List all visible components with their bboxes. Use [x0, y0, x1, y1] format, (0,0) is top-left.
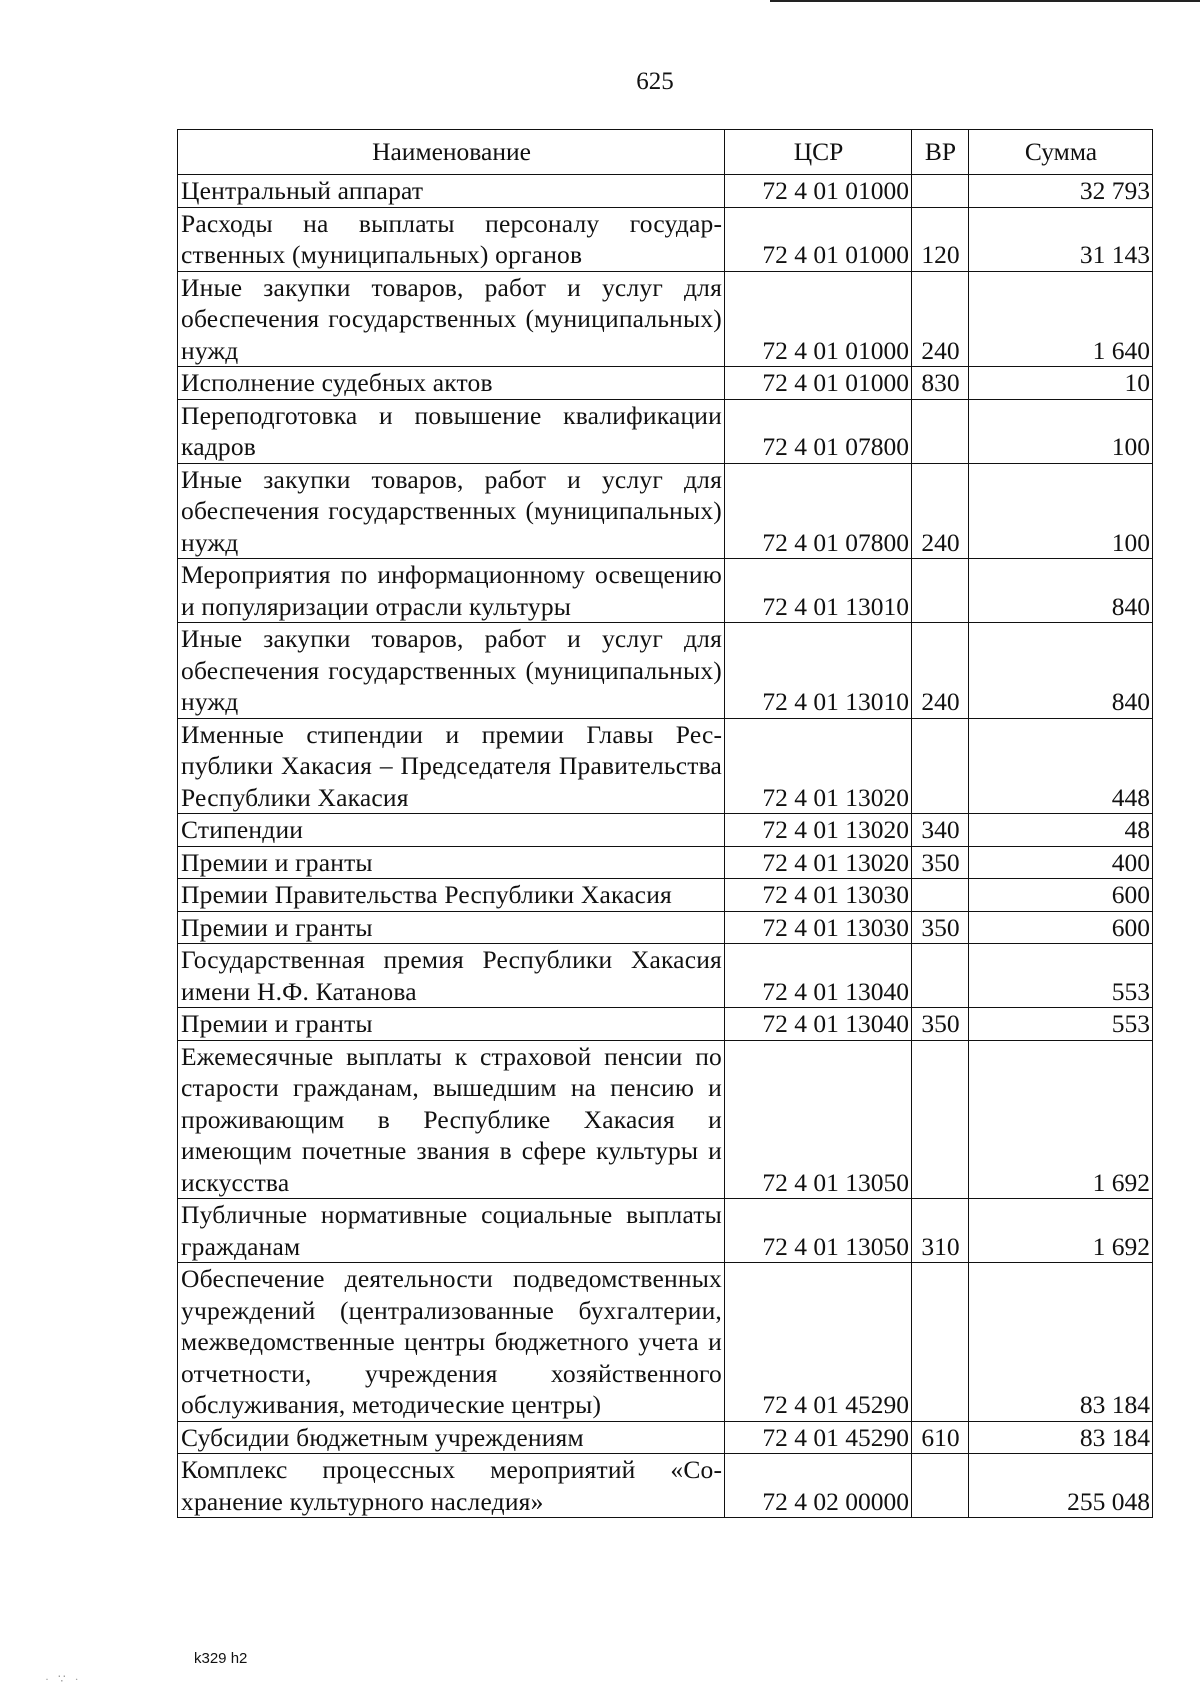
- row-csr: 72 4 01 01000: [725, 207, 912, 271]
- table-row: [178, 846, 1153, 879]
- table-row: [178, 1421, 1153, 1454]
- header-sum: Сумма: [969, 130, 1153, 175]
- row-sum: 100: [969, 463, 1153, 559]
- row-name: Государственная премия Республики Хакасия имени Н.Ф. Катанова: [178, 944, 725, 1008]
- row-name: Исполнение судебных актов: [178, 367, 725, 400]
- row-sum: 600: [969, 879, 1153, 912]
- row-sum: 840: [969, 559, 1153, 623]
- row-sum: 32 793: [969, 175, 1153, 208]
- row-vr: 240: [912, 463, 969, 559]
- row-name: Премии и гранты: [178, 846, 725, 879]
- row-csr: 72 4 01 45290: [725, 1263, 912, 1422]
- row-name: Премии Правительства Республики Хакасия: [178, 879, 725, 912]
- row-sum: 600: [969, 911, 1153, 944]
- page-number: 625: [636, 68, 674, 95]
- header-row: [178, 130, 1153, 175]
- table-row: [178, 911, 1153, 944]
- table-row: [178, 718, 1153, 814]
- row-vr: [912, 1040, 969, 1199]
- row-sum: 1 640: [969, 271, 1153, 367]
- row-vr: 240: [912, 623, 969, 719]
- table-row: [178, 1008, 1153, 1041]
- row-name: Премии и гранты: [178, 1008, 725, 1041]
- row-csr: 72 4 01 13020: [725, 846, 912, 879]
- row-sum: 83 184: [969, 1421, 1153, 1454]
- row-name: Иные закупки товаров, работ и услуг для обеспечения государственных (муниципальных) нужд: [178, 463, 725, 559]
- table-row: [178, 175, 1153, 208]
- row-vr: 350: [912, 911, 969, 944]
- table-row: [178, 944, 1153, 1008]
- row-sum: 840: [969, 623, 1153, 719]
- row-csr: 72 4 01 45290: [725, 1421, 912, 1454]
- row-vr: [912, 175, 969, 208]
- row-vr: 120: [912, 207, 969, 271]
- row-vr: 310: [912, 1199, 969, 1263]
- row-vr: [912, 879, 969, 912]
- row-name: Мероприятия по информационному освещению и популяризации отрасли культуры: [178, 559, 725, 623]
- row-csr: 72 4 01 13050: [725, 1199, 912, 1263]
- row-name: Публичные нормативные социальные выплаты гражданам: [178, 1199, 725, 1263]
- table-row: [178, 1199, 1153, 1263]
- row-name: Премии и гранты: [178, 911, 725, 944]
- row-sum: 553: [969, 944, 1153, 1008]
- scan-top-edge: [770, 0, 1200, 2]
- row-csr: 72 4 01 13040: [725, 1008, 912, 1041]
- row-sum: 10: [969, 367, 1153, 400]
- row-csr: 72 4 01 13030: [725, 879, 912, 912]
- row-sum: 100: [969, 399, 1153, 463]
- row-name: Иные закупки товаров, работ и услуг для обеспечения государственных (муниципальных) нужд: [178, 623, 725, 719]
- row-vr: 610: [912, 1421, 969, 1454]
- row-name: Ежемесячные выплаты к страховой пенсии по старости гражданам, вышедшим на пенсию и проживающим в Республике Хакасия и имеющим почетные звания в сфере культуры и искусства: [178, 1040, 725, 1199]
- row-csr: 72 4 01 01000: [725, 175, 912, 208]
- table-body: [178, 175, 1153, 1518]
- row-vr: [912, 944, 969, 1008]
- row-vr: [912, 1263, 969, 1422]
- header-vr: ВР: [912, 130, 969, 175]
- row-name: Стипендии: [178, 814, 725, 847]
- row-csr: 72 4 01 13020: [725, 718, 912, 814]
- header-name: Наименование: [178, 130, 725, 175]
- table-row: [178, 207, 1153, 271]
- row-sum: 31 143: [969, 207, 1153, 271]
- row-vr: 830: [912, 367, 969, 400]
- row-name: Центральный аппарат: [178, 175, 725, 208]
- scan-marks: · ∵ ·: [45, 1672, 82, 1686]
- row-vr: [912, 1454, 969, 1518]
- row-sum: 553: [969, 1008, 1153, 1041]
- row-csr: 72 4 01 07800: [725, 463, 912, 559]
- row-csr: 72 4 01 13010: [725, 623, 912, 719]
- table-row: [178, 879, 1153, 912]
- table-row: [178, 1040, 1153, 1199]
- row-vr: 350: [912, 846, 969, 879]
- row-name: Переподготовка и повышение квалификации кадров: [178, 399, 725, 463]
- table-row: [178, 367, 1153, 400]
- row-vr: [912, 399, 969, 463]
- table-row: [178, 271, 1153, 367]
- row-csr: 72 4 01 07800: [725, 399, 912, 463]
- row-sum: 48: [969, 814, 1153, 847]
- row-vr: [912, 718, 969, 814]
- row-csr: 72 4 01 01000: [725, 271, 912, 367]
- row-name: Субсидии бюджетным учреждениям: [178, 1421, 725, 1454]
- row-sum: 400: [969, 846, 1153, 879]
- table-row: [178, 399, 1153, 463]
- row-vr: 240: [912, 271, 969, 367]
- row-vr: 350: [912, 1008, 969, 1041]
- row-sum: 1 692: [969, 1199, 1153, 1263]
- row-sum: 255 048: [969, 1454, 1153, 1518]
- footer-code: k329 h2: [194, 1650, 248, 1667]
- table-row: [178, 463, 1153, 559]
- row-csr: 72 4 01 13040: [725, 944, 912, 1008]
- row-csr: 72 4 01 13030: [725, 911, 912, 944]
- row-sum: 83 184: [969, 1263, 1153, 1422]
- table-row: [178, 1454, 1153, 1518]
- table-row: [178, 814, 1153, 847]
- row-name: Именные стипендии и премии Главы Республики Хакасия – Председателя Правительства Республики Хакасия: [178, 718, 725, 814]
- row-csr: 72 4 01 13010: [725, 559, 912, 623]
- budget-table: [177, 129, 1153, 1518]
- row-name: Комплекс процессных мероприятий «Сохранение культурного наследия»: [178, 1454, 725, 1518]
- row-csr: 72 4 02 00000: [725, 1454, 912, 1518]
- row-vr: 340: [912, 814, 969, 847]
- table-row: [178, 623, 1153, 719]
- row-name: Обеспечение деятельности подведомственных учреждений (централизованные бухгалтерии, межведомственные центры бюджетного учета и отчетности, учреждения хозяйственного обслуживания, методические центры): [178, 1263, 725, 1422]
- table-row: [178, 1263, 1153, 1422]
- table-row: [178, 559, 1153, 623]
- table-header: [178, 130, 1153, 175]
- row-name: Расходы на выплаты персоналу государственных (муниципальных) органов: [178, 207, 725, 271]
- row-vr: [912, 559, 969, 623]
- row-csr: 72 4 01 13020: [725, 814, 912, 847]
- row-name: Иные закупки товаров, работ и услуг для обеспечения государственных (муниципальных) нужд: [178, 271, 725, 367]
- row-csr: 72 4 01 01000: [725, 367, 912, 400]
- row-csr: 72 4 01 13050: [725, 1040, 912, 1199]
- row-sum: 1 692: [969, 1040, 1153, 1199]
- row-sum: 448: [969, 718, 1153, 814]
- header-csr: ЦСР: [725, 130, 912, 175]
